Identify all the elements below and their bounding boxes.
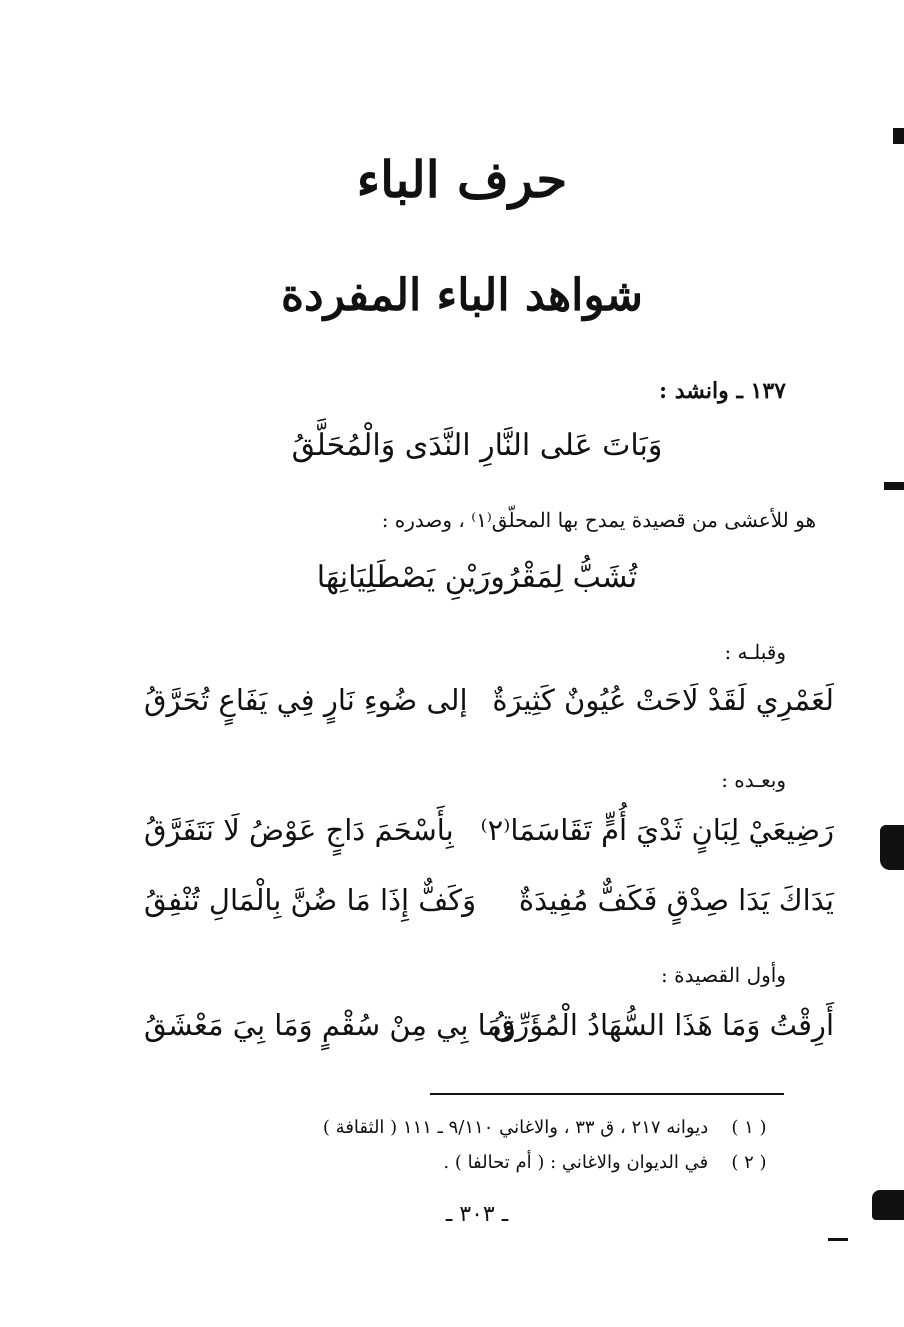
footnote <box>443 1152 784 1173</box>
footnote-divider <box>430 1093 784 1095</box>
entry-heading: ١٣٧ ـ وانشد : <box>658 378 786 404</box>
verse-first-hemistich: يَدَاكَ يَدَا صِدْقٍ فَكَفٌّ مُفِيدَةٌ <box>518 883 834 917</box>
verse-line <box>144 1008 834 1058</box>
scan-edge-mark <box>828 1238 848 1241</box>
chapter-title: حرف الباء <box>356 150 568 209</box>
label-before: وقبلـه : <box>724 640 786 664</box>
verse-second-hemistich: وَكَفٌّ إِذَا مَا ضُنَّ بِالْمَالِ تُنْفِقُ <box>144 883 477 917</box>
verse-line <box>144 813 834 863</box>
scan-edge-mark <box>884 482 904 490</box>
verse-second-hemistich: بِأَسْحَمَ دَاجٍ عَوْضُ لَا نَتَفَرَّقُ <box>144 813 454 847</box>
footnote-text: في الديوان والاغاني : ( أم تحالفا ) . <box>443 1152 709 1173</box>
label-after: وبعـده : <box>721 768 786 792</box>
page-number: ـ ٣٠٣ ـ <box>445 1202 509 1227</box>
scan-edge-mark <box>893 128 904 144</box>
cited-verse: وَبَاتَ عَلى النَّارِ النَّدَى وَالْمُحَلَّقُ <box>291 428 663 463</box>
verse-second-hemistich: وَمَا بِي مِنْ سُقْمٍ وَمَا بِيَ مَعْشَقُ <box>144 1008 517 1042</box>
scan-edge-mark <box>880 825 904 870</box>
footnote-text: ديوانه ٢١٧ ، ق ٣٣ ، والاغاني ٩/١١٠ ـ ١١١ ( الثقافة ) <box>322 1117 709 1138</box>
attribution-text: هو للأعشى من قصيدة يمدح بها المحلّق⁽١⁾ ، وصدره : <box>381 508 816 532</box>
label-first-line: وأول القصيدة : <box>661 963 786 987</box>
footnote-number: ( ١ ) <box>731 1117 767 1138</box>
verse-line <box>144 883 834 933</box>
sadr-verse: تُشَبُّ لِمَقْرُورَيْنِ يَصْطَلِيَانِهَا <box>316 560 638 595</box>
verse-first-hemistich: لَعَمْرِي لَقَدْ لَاحَتْ عُيُونٌ كَثِيرَةٌ <box>492 683 834 717</box>
verse-second-hemistich: إلى ضُوءِ نَارٍ فِي يَفَاعٍ تُحَرَّقُ <box>144 683 468 717</box>
verse-first-hemistich: رَضِيعَيْ لِبَانٍ ثَدْيَ أُمٍّ تَقَاسَمَا⁽٢⁾ <box>480 813 834 847</box>
section-title: شواهد الباء المفردة <box>280 270 643 321</box>
verse-line <box>144 683 834 733</box>
footnote <box>323 1117 784 1138</box>
verse-first-hemistich: أَرِقْتُ وَمَا هَذَا السُّهَادُ الْمُؤَرِّقُ <box>492 1008 834 1042</box>
footnote-number: ( ٢ ) <box>731 1152 767 1173</box>
